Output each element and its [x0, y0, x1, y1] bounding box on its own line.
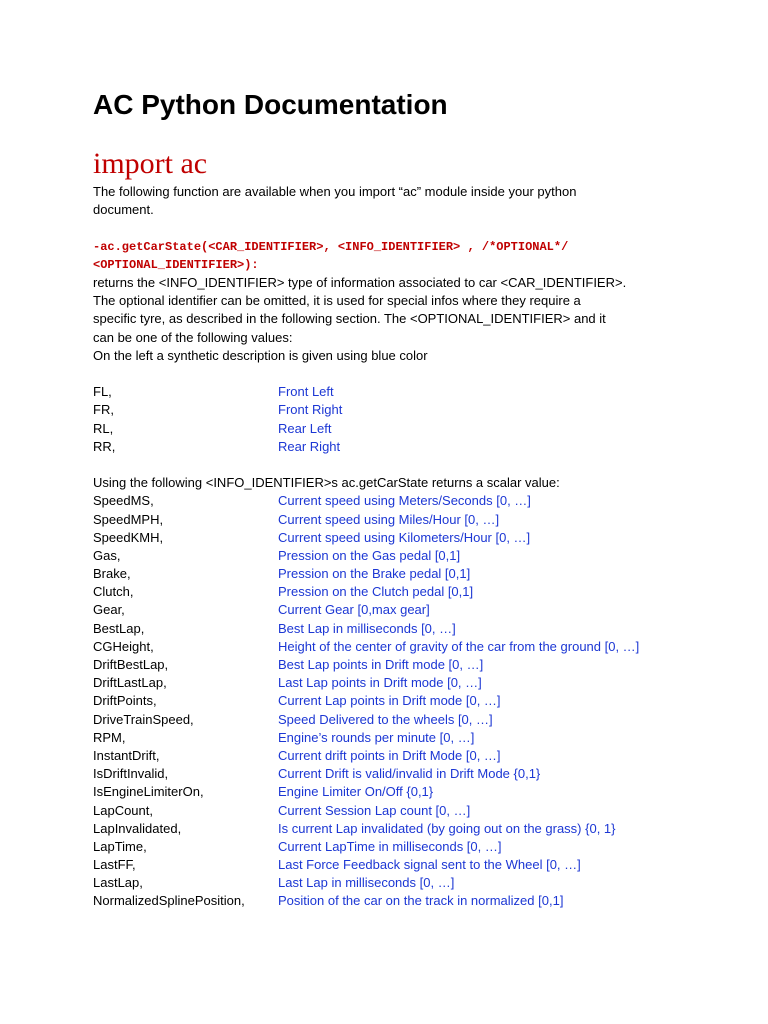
identifier-row	[93, 583, 693, 601]
identifier-key: Gas,	[93, 547, 121, 563]
identifier-key: LapCount,	[93, 802, 153, 818]
identifier-row	[93, 892, 693, 910]
spacer	[93, 219, 693, 237]
spacer	[93, 456, 693, 474]
identifier-row	[93, 401, 693, 419]
description-line: returns the <INFO_IDENTIFIER> type of information associated to car <CAR_IDENTIFIER>.	[93, 275, 627, 290]
identifier-description: Best Lap in milliseconds [0, …]	[278, 620, 456, 636]
identifier-description: Rear Left	[278, 420, 332, 436]
identifier-key: InstantDrift,	[93, 747, 160, 763]
identifier-description: Engine’s rounds per minute [0, …]	[278, 729, 475, 745]
identifier-row	[93, 420, 693, 438]
description-line: The optional identifier can be omitted, it is used for special infos where they require a	[93, 293, 581, 309]
identifier-description: Front Right	[278, 402, 343, 418]
identifier-key: LastLap,	[93, 875, 143, 891]
identifier-key: Brake,	[93, 566, 131, 582]
identifier-key: SpeedKMH,	[93, 529, 164, 545]
identifier-description: Current Gear [0,max gear]	[278, 602, 430, 618]
identifier-row	[93, 802, 693, 820]
scalar-identifier-list	[93, 492, 693, 910]
identifier-row	[93, 820, 693, 838]
identifier-key: RPM,	[93, 729, 126, 745]
identifier-row	[93, 620, 693, 638]
identifier-description: Speed Delivered to the wheels [0, …]	[278, 711, 493, 727]
identifier-description: Current Drift is valid/invalid in Drift Mode {0,1}	[278, 766, 541, 782]
scalar-intro: Using the following <INFO_IDENTIFIER>s ac.getCarState returns a scalar value:	[93, 475, 560, 491]
tyre-identifier-list	[93, 383, 693, 456]
signature-line: -ac.getCarState(<CAR_IDENTIFIER>, <INFO_IDENTIFIER> , /*OPTIONAL*/	[93, 239, 569, 254]
identifier-key: LastFF,	[93, 857, 136, 873]
identifier-row	[93, 383, 693, 401]
identifier-row	[93, 547, 693, 565]
function-signature	[93, 238, 693, 274]
intro-paragraph	[93, 183, 693, 219]
identifier-row	[93, 638, 693, 656]
identifier-key: FL,	[93, 384, 112, 400]
identifier-description: Current Lap points in Drift mode [0, …]	[278, 693, 501, 709]
identifier-key: RL,	[93, 420, 114, 436]
identifier-row	[93, 729, 693, 747]
identifier-key: BestLap,	[93, 620, 145, 636]
identifier-key: LapTime,	[93, 838, 147, 854]
identifier-description: Last Lap points in Drift mode [0, …]	[278, 675, 482, 691]
identifier-row	[93, 565, 693, 583]
identifier-key: IsDriftInvalid,	[93, 766, 169, 782]
identifier-description: Front Left	[278, 384, 334, 400]
identifier-description: Pression on the Gas pedal [0,1]	[278, 547, 461, 563]
identifier-description: Is current Lap invalidated (by going out on the grass) {0, 1}	[278, 820, 616, 836]
identifier-description: Current speed using Kilometers/Hour [0, …]	[278, 529, 531, 545]
identifier-description: Best Lap points in Drift mode [0, …]	[278, 657, 484, 673]
identifier-description: Current speed using Miles/Hour [0, …]	[278, 511, 500, 527]
identifier-description: Current LapTime in milliseconds [0, …]	[278, 838, 502, 854]
document-body	[93, 183, 693, 911]
identifier-row	[93, 692, 693, 710]
identifier-key: Clutch,	[93, 584, 134, 600]
intro-line: The following function are available when you import “ac” module inside your python	[93, 184, 577, 199]
identifier-row	[93, 765, 693, 783]
identifier-key: RR,	[93, 438, 116, 454]
identifier-row	[93, 783, 693, 801]
identifier-row	[93, 856, 693, 874]
section-heading-import-ac: import ac	[93, 147, 208, 180]
identifier-description: Current Session Lap count [0, …]	[278, 802, 471, 818]
identifier-row	[93, 656, 693, 674]
identifier-row	[93, 838, 693, 856]
identifier-description: Rear Right	[278, 438, 341, 454]
identifier-row	[93, 747, 693, 765]
identifier-row	[93, 674, 693, 692]
identifier-description: Height of the center of gravity of the car from the ground [0, …]	[278, 638, 640, 654]
description-line: specific tyre, as described in the following section. The <OPTIONAL_IDENTIFIER> and it	[93, 311, 606, 327]
identifier-key: SpeedMPH,	[93, 511, 164, 527]
signature-line: <OPTIONAL_IDENTIFIER>):	[93, 257, 259, 272]
identifier-row	[93, 601, 693, 619]
identifier-row	[93, 511, 693, 529]
identifier-key: Gear,	[93, 602, 125, 618]
identifier-key: DriveTrainSpeed,	[93, 711, 194, 727]
identifier-key: DriftLastLap,	[93, 675, 167, 691]
identifier-row	[93, 711, 693, 729]
document-title: AC Python Documentation	[93, 89, 448, 120]
identifier-description: Current drift points in Drift Mode [0, …]	[278, 747, 501, 763]
identifier-description: Last Lap in milliseconds [0, …]	[278, 875, 455, 891]
identifier-description: Current speed using Meters/Seconds [0, …]	[278, 493, 531, 509]
identifier-key: NormalizedSplinePosition,	[93, 893, 245, 909]
identifier-key: DriftPoints,	[93, 693, 157, 709]
identifier-row	[93, 874, 693, 892]
identifier-key: CGHeight,	[93, 638, 154, 654]
description-line: can be one of the following values:	[93, 329, 293, 345]
identifier-row	[93, 529, 693, 547]
identifier-row	[93, 492, 693, 510]
function-description	[93, 274, 693, 365]
identifier-row	[93, 438, 693, 456]
identifier-key: FR,	[93, 402, 114, 418]
identifier-description: Engine Limiter On/Off {0,1}	[278, 784, 434, 800]
intro-line: document.	[93, 202, 154, 218]
identifier-description: Position of the car on the track in normalized [0,1]	[278, 893, 564, 909]
spacer	[93, 365, 693, 383]
identifier-key: DriftBestLap,	[93, 657, 169, 673]
identifier-key: SpeedMS,	[93, 493, 154, 509]
identifier-key: LapInvalidated,	[93, 820, 182, 836]
identifier-description: Pression on the Brake pedal [0,1]	[278, 566, 471, 582]
identifier-description: Pression on the Clutch pedal [0,1]	[278, 584, 474, 600]
identifier-key: IsEngineLimiterOn,	[93, 784, 204, 800]
identifier-description: Last Force Feedback signal sent to the Wheel [0, …]	[278, 857, 581, 873]
description-line: On the left a synthetic description is given using blue color	[93, 347, 428, 363]
